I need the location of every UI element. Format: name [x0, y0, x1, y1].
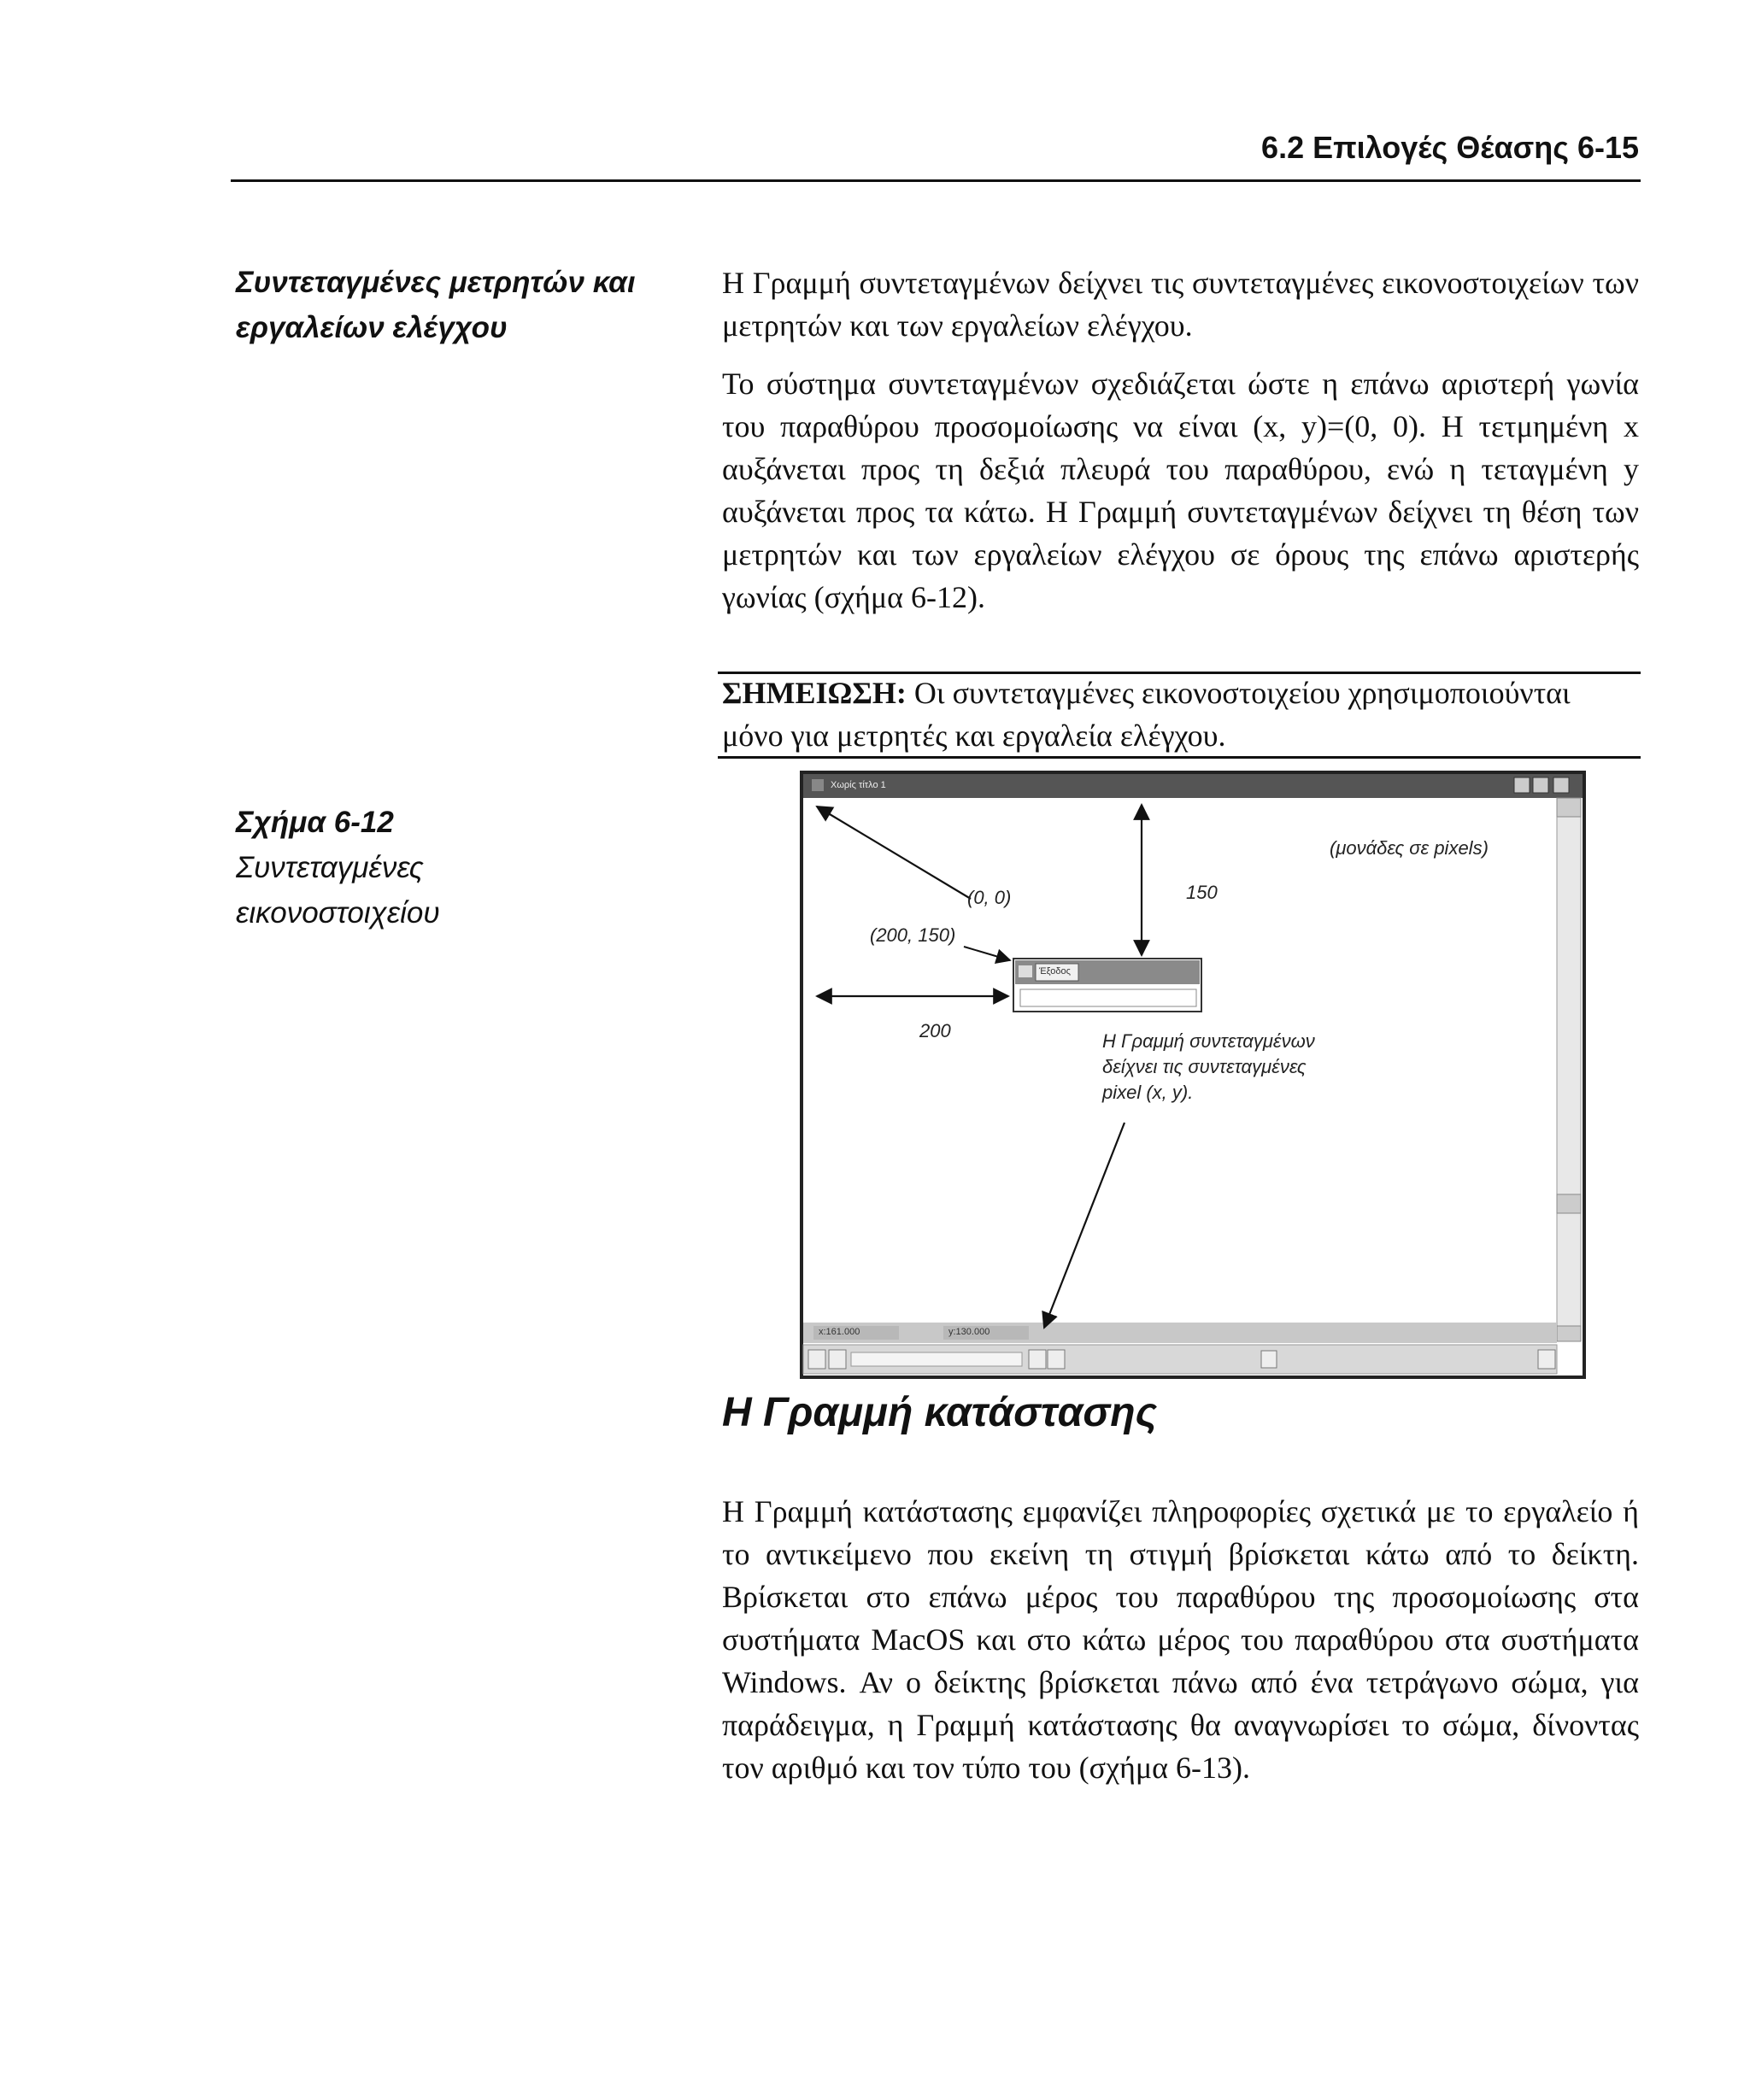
section-title: Η Γραμμή κατάστασης	[722, 1390, 1158, 1435]
header-rule	[231, 179, 1641, 182]
main-column-top	[722, 261, 1639, 619]
units-label: (μονάδες σε pixels)	[1330, 837, 1489, 859]
status-x: x:161.000	[819, 1327, 860, 1337]
status-y: y:130.000	[948, 1327, 990, 1337]
figure-label: Σχήμα 6-12	[236, 806, 394, 839]
note-block	[722, 672, 1639, 757]
annotation-line-2: δείχνει τις συντεταγμένες	[1102, 1056, 1307, 1077]
side-heading-coordinates: Συντεταγμένες μετρητών και εργαλείων ελέγχου	[236, 266, 636, 344]
figure-caption: Συντεταγμένες εικονοστοιχείου	[236, 851, 440, 930]
annotation-line-1: Η Γραμμή συντεταγμένων	[1102, 1030, 1315, 1052]
main-column-bottom	[722, 1490, 1639, 1789]
figure-6-12	[800, 771, 1586, 1379]
annotation-text	[1102, 1029, 1315, 1106]
running-head: 6.2 Επιλογές Θέασης 6-15	[1261, 130, 1639, 165]
window-title: Χωρίς τίτλο 1	[831, 780, 886, 790]
paragraph-3: Η Γραμμή κατάστασης εμφανίζει πληροφορίες σχετικά με το εργαλείο ή το αντικείμενο που εκείνη τη στιγμή βρίσκεται κάτω από το δείκτη. Βρίσκεται στο επάνω μέρος του παραθύρου της προσομοίωσης στα συστήματα MacOS και στο κάτω μέρος του παραθύρου στα συστήματα Windows. Αν ο δείκτης βρίσκεται πάνω από ένα τετράγωνο σώμα, για παράδειγμα, η Γραμμή κατάστασης θα αναγνωρίσει το σώμα, δίνοντας τον αριθμό και τον τύπο του (σχήμα 6-13).	[722, 1494, 1639, 1785]
position-label: (200, 150)	[870, 924, 956, 946]
annotation-line-3: pixel (x, y).	[1102, 1082, 1194, 1103]
control-label: Έξοδος	[1039, 966, 1071, 977]
note-text: Οι συντεταγμένες εικονοστοιχείου χρησιμοποιούνται μόνο για μετρητές και εργαλεία ελέγχου.	[722, 676, 1571, 753]
figure-caption-block	[236, 800, 697, 936]
y-offset-label: 150	[1186, 882, 1218, 903]
paragraph-1: Η Γραμμή συντεταγμένων δείχνει τις συντεταγμένες εικονοστοιχείων των μετρητών και των εργαλείων ελέγχου.	[722, 266, 1639, 343]
note-label: ΣΗΜΕΙΩΣΗ:	[722, 676, 907, 710]
x-offset-label: 200	[919, 1020, 951, 1041]
paragraph-2: Το σύστημα συντεταγμένων σχεδιάζεται ώστε η επάνω αριστερή γωνία του παραθύρου προσομοίωσης να είναι (x, y)=(0, 0). Η τετμημένη x αυξάνεται προς τη δεξιά πλευρά του παραθύρου, ενώ η τεταγμένη y αυξάνεται προς τα κάτω. Η Γραμμή συντεταγμένων δείχνει τη θέση των μετρητών και των εργαλείων ελέγχου σε όρους της επάνω αριστερής γωνίας (σχήμα 6-12).	[722, 367, 1639, 614]
origin-label: (0, 0)	[967, 887, 1012, 908]
note-bottom-rule	[718, 756, 1641, 759]
